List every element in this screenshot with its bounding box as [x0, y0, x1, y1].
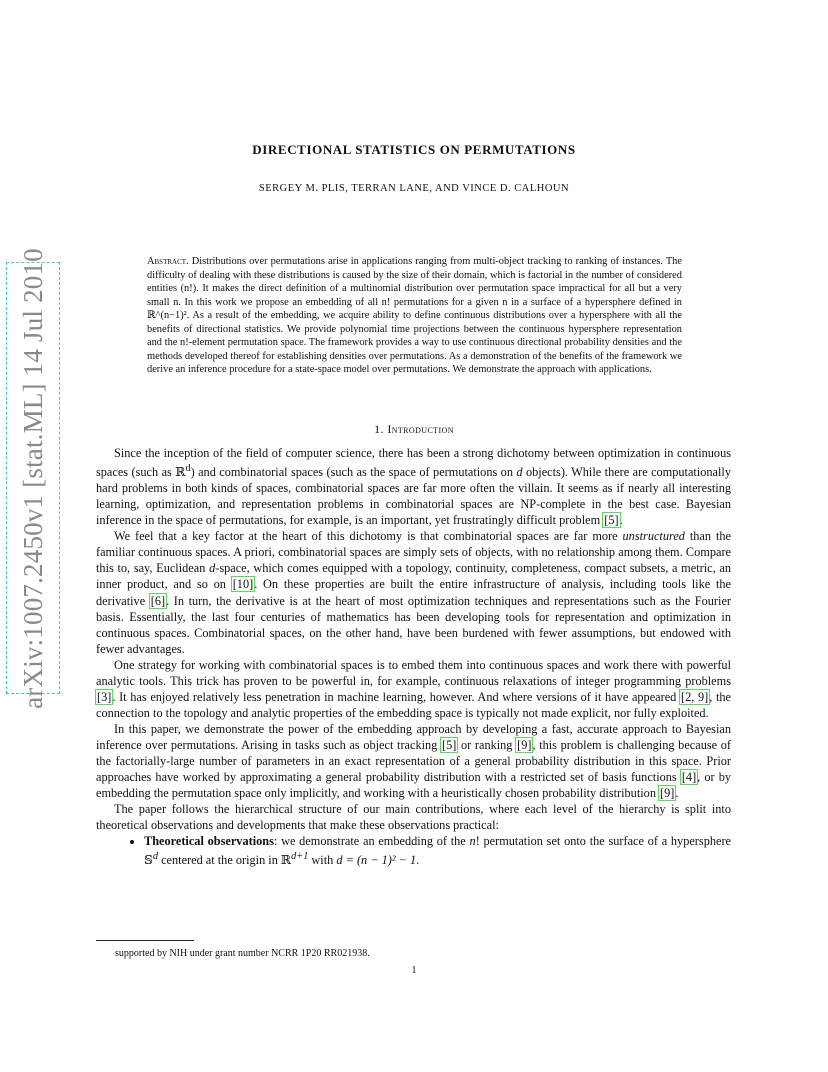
- p2-text-e: . On these properties are built the entire infrastructure of analysis, including tools like the derivative: [96, 577, 731, 608]
- bullet-text-b: ! permutation set onto the surface of a hypersphere 𝕊: [144, 834, 731, 868]
- p1-sup: d: [185, 463, 191, 475]
- citation-link[interactable]: [10]: [232, 577, 254, 592]
- abstract-label: Abstract.: [147, 256, 189, 267]
- p4-text-a: In this paper, we demonstrate the power of the embedding approach by developing a fast, accurate approach to Bayesian inference over permutations. Arising in tasks such as object tracking: [96, 721, 731, 752]
- bullet-text-c: centered at the origin in ℝ: [158, 853, 292, 868]
- paragraph-3: [96, 657, 731, 721]
- citation-link[interactable]: [6]: [150, 593, 166, 608]
- p1-var-d: d: [516, 465, 523, 480]
- section-title: Introduction: [387, 422, 454, 436]
- p2-text-a: We feel that a key factor at the heart of this dichotomy is that combinatorial spaces are far more: [114, 529, 623, 544]
- p3-text-c: , the connection to the topology and analytic properties of the embedding space is typically not made explicit, nor fully exploited.: [96, 689, 732, 720]
- bullet-sup: d+1: [291, 851, 309, 863]
- paper-title: DIRECTIONAL STATISTICS ON PERMUTATIONS: [252, 142, 576, 157]
- p4-text-e: .: [675, 786, 679, 801]
- p4-text-b: or ranking: [457, 737, 517, 752]
- paper-authors: SERGEY M. PLIS, TERRAN LANE, AND VINCE D. CALHOUN: [258, 183, 570, 194]
- p3-text-a: One strategy for working with combinatorial spaces is to embed them into continuous spaces and work there with powerful analytic tools. This trick has proven to be powerful in, for example, continuous relaxations of integer programming problems: [96, 657, 731, 688]
- p1-text-c: objects). While there are computationally hard problems in both kinds of spaces, combinatorial spaces are far more often the villain. It seems as if nearly all interesting learning, optimization, and representation problems in combinatorial spaces are NP-complete in the best case. Bayesian inference in the space of permutations, for example, is an important, yet frustratingly difficult problem: [96, 465, 731, 528]
- p2-emphasis: unstructured: [622, 529, 685, 544]
- p1-text-b: ) and combinatorial spaces (such as the space of permutations on: [190, 465, 517, 480]
- list-item: [144, 833, 731, 868]
- citation-link[interactable]: [4]: [681, 770, 697, 785]
- citation-link[interactable]: [3]: [97, 689, 112, 704]
- p2-var-d: d: [209, 561, 216, 576]
- citation-link[interactable]: [5]: [441, 737, 457, 752]
- section-number: 1.: [374, 422, 384, 436]
- page-number: 1: [411, 965, 417, 976]
- p3-text-b: . It has enjoyed relatively less penetration in machine learning, however. And where versions of it have appeared: [112, 689, 680, 704]
- citation-link[interactable]: [5]: [604, 513, 619, 528]
- section-heading: [0, 422, 828, 437]
- bullet-var-d: d: [152, 851, 159, 863]
- paragraph-5: The paper follows the hierarchical structure of our main contributions, where each level of the hierarchy is split into theoretical observations and developments that make these observations practical:: [96, 802, 731, 833]
- bullet-label: Theoretical observations: [144, 834, 274, 849]
- paragraph-2: [96, 528, 731, 656]
- footnote: supported by NIH under grant number NCRR 1P20 RR021938.: [115, 948, 370, 959]
- citation-link[interactable]: [9]: [517, 737, 532, 752]
- bullet-text-f: .: [416, 853, 420, 868]
- bullet-var-n: n: [469, 834, 476, 849]
- abstract: [147, 255, 682, 377]
- arxiv-identifier-stamp: [6, 247, 60, 709]
- bullet-equation: d = (n − 1)² − 1: [336, 853, 417, 868]
- p4-text-d: , or by embedding the permutation space only implicitly, and working with a heuristically chosen probability distribution: [96, 770, 732, 801]
- p1-end: .: [619, 513, 623, 528]
- p2-text-c: -space, which comes equipped with a topology, continuity, completeness, compact subsets, a metric, an inner product, and so on: [96, 561, 731, 592]
- abstract-text: Distributions over permutations arise in applications ranging from multi-object tracking to ranking of instances. The difficulty of dealing with these distributions is caused by the size of their domain, which is factorial in the number of considered entities (n!). It makes the direct definition of a multinomial distribution over permutation space impractical for all but a very small n. In this work we propose an embedding of all n! permutations for a given n in a surface of a hypersphere defined in ℝ^(n−1)². As a result of the embedding, we acquire ability to define continuous distributions over a hypersphere with all the benefits of directional statistics. We provide polynomial time projections between the continuous hypersphere representation and the n!-element permutation space. The framework provides a way to use continuous directional probability densities and the methods developed thereof for establishing densities over permutations. As a demonstration of the benefits of the framework we derive an inference procedure for a state-space model over permutations. We demonstrate the approach with applications.: [147, 256, 682, 375]
- p2-text-f: . In turn, the derivative is at the heart of most optimization techniques and representations such as the Fourier basis. Essentially, the last four centuries of mathematics has been developing tools for representation and optimization in continuous spaces. Combinatorial spaces, on the other hand, have been burdened with fewer assumptions, but endowed with fewer advantages.: [96, 593, 731, 656]
- contributions-list: [96, 833, 731, 868]
- bullet-text-a: : we demonstrate an embedding of the: [273, 834, 470, 849]
- paragraph-4: [96, 721, 731, 801]
- body-text: [96, 445, 731, 868]
- p1-text: Since the inception of the field of computer science, there has been a strong dichotomy between optimization in continuous spaces (such as ℝ: [96, 446, 731, 480]
- citation-link[interactable]: [2, 9]: [681, 689, 709, 704]
- bullet-text-e: with: [308, 853, 337, 868]
- citation-link[interactable]: [9]: [660, 786, 675, 801]
- footnote-divider: [96, 940, 194, 941]
- p4-text-c: , this problem is challenging because of the factorially-large number of parameters in an exact representation of a general probability distribution in this space. Prior approaches have worked by approximating a general probability distribution with a restricted set of basis functions: [96, 737, 731, 785]
- p2-text-b: than the familiar continuous spaces. A priori, combinatorial spaces are simply sets of objects, with no relationship among them. Compare this to, say, Euclidean: [96, 529, 731, 576]
- arxiv-identifier-text: arXiv:1007.2450v1 [stat.ML] 14 Jul 2010: [17, 247, 48, 709]
- paragraph-1: [96, 445, 731, 528]
